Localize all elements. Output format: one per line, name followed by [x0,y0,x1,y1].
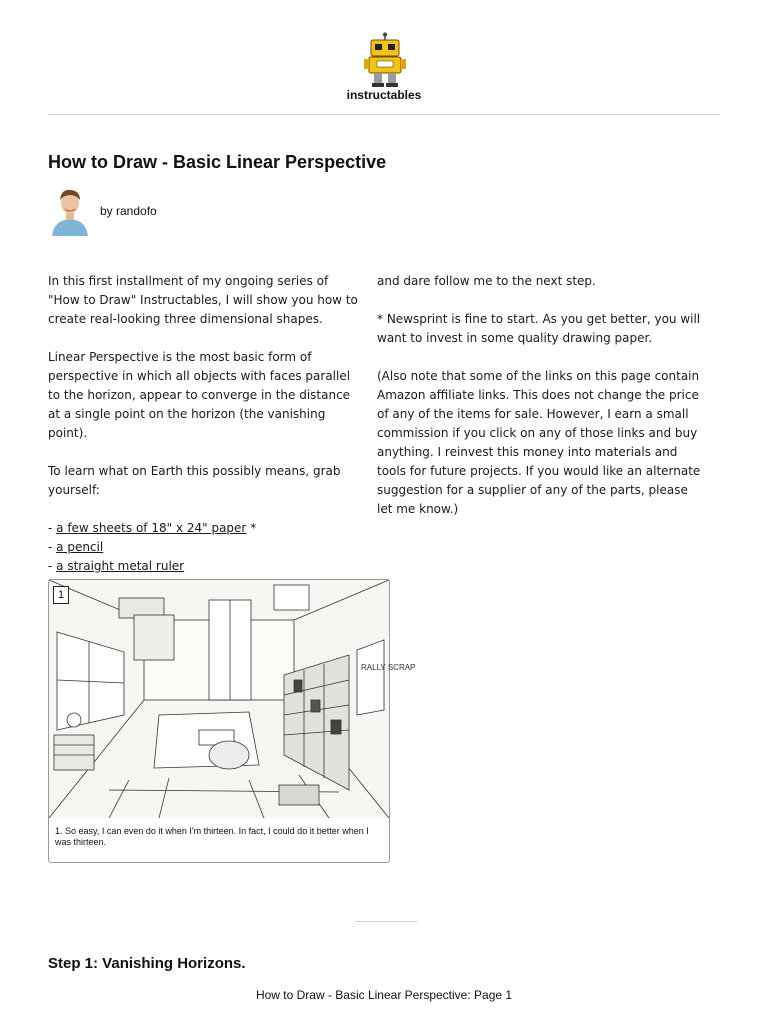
author-avatar[interactable] [50,186,90,236]
pencil-link[interactable]: a pencil [56,540,104,554]
instructables-robot-icon[interactable] [362,32,408,88]
brand-name[interactable]: instructables [346,88,422,102]
newsprint-note: * Newsprint is fine to start. As you get better, you will want to invest in some quality drawing paper. [377,312,701,345]
poster-text: RALLY SCRAP [361,663,416,672]
materials-intro-paragraph: To learn what on Earth this possibly means, grab yourself: [48,464,341,497]
intro-left-column [48,272,363,595]
list-item: - a few sheets of 18" x 24" paper * [48,521,257,535]
figure-caption: 1. So easy, I can even do it when I'm thirteen. In fact, I could do it better when I was thirteen. [55,826,369,847]
page-header [0,0,768,116]
affiliate-note: (Also note that some of the links on this page contain Amazon affiliate links. This does not change the price of any of the items for sale. However, I earn a small commission if you click on any of those links and buy anything. I reinvest this money into materials and tools for future projects. If you would like an alternate suggestion for a supplier of any of the parts, please let me know.) [377,369,701,516]
step-title: Step 1: Vanishing Horizons. [48,955,246,972]
list-item: - a straight metal ruler [48,559,185,573]
page-footer: How to Draw - Basic Linear Perspective: Page 1 [255,988,513,1002]
definition-paragraph: Linear Perspective is the most basic form of perspective in which all objects with faces parallel to the horizon, appear to converge in the distance at a single point on the horizon (the vanishing point). [48,350,351,440]
continuation-paragraph: and dare follow me to the next step. [377,274,596,288]
intro-paragraph: In this first installment of my ongoing series of "How to Draw" Instructables, I will show you how to create real-looking three dimensional shapes. [48,274,358,326]
ruler-link[interactable]: a straight metal ruler [56,559,185,573]
figure-1 [48,579,416,863]
section-divider [355,921,417,922]
list-item: - a pencil [48,540,104,554]
article-title: How to Draw - Basic Linear Perspective [48,152,387,172]
author-byline[interactable]: by randofo [100,204,157,218]
figure-number-badge: 1 [53,586,69,604]
paper-link[interactable]: a few sheets of 18" x 24" paper [56,521,247,535]
header-divider [48,114,720,115]
perspective-room-sketch-image[interactable] [49,580,416,818]
intro-right-column [377,272,707,538]
